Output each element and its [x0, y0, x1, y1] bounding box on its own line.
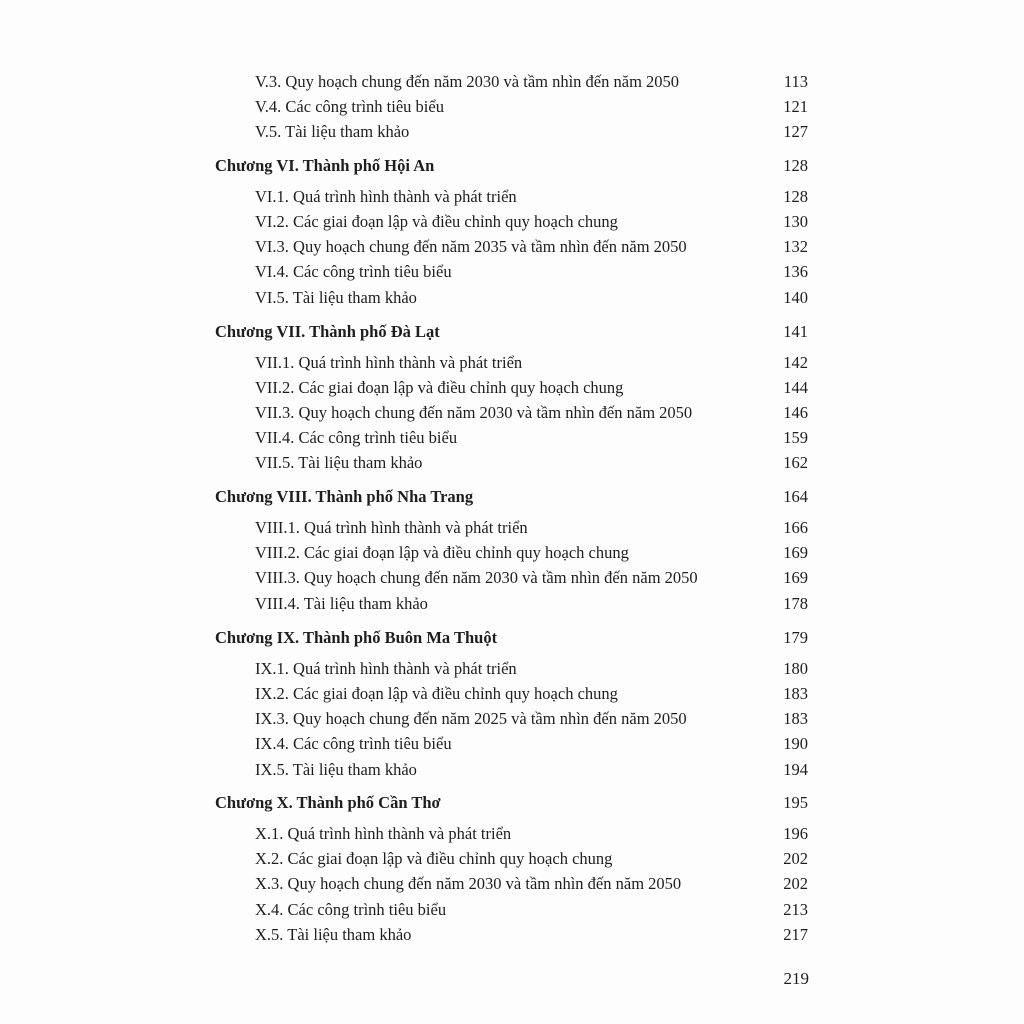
section-title: VIII.3. Quy hoạch chung đến năm 2030 và tầm nhìn đến năm 2050 [255, 568, 698, 587]
toc-page-number: 183 [783, 684, 808, 703]
section-title: V.4. Các công trình tiêu biểu [255, 97, 444, 116]
toc-page-number: 141 [783, 322, 808, 341]
toc-page-number: 146 [783, 403, 808, 422]
toc-section-entry [0, 185, 1024, 209]
section-title: VII.4. Các công trình tiêu biểu [255, 428, 458, 447]
toc-page-number: 128 [783, 156, 808, 175]
section-title: VIII.2. Các giai đoạn lập và điều chỉnh quy hoạch chung [255, 543, 629, 562]
toc-section-entry [0, 566, 1024, 590]
chapter-title: Chương VI. Thành phố Hội An [215, 156, 435, 175]
section-title: VI.4. Các công trình tiêu biểu [255, 262, 452, 281]
section-title: VI.3. Quy hoạch chung đến năm 2035 và tầm nhìn đến năm 2050 [255, 237, 687, 256]
toc-page-number: 190 [783, 734, 808, 753]
section-title: VI.5. Tài liệu tham khảo [255, 288, 417, 307]
toc-page-number: 180 [783, 659, 808, 678]
toc-page-number: 132 [783, 237, 808, 256]
toc-section-entry [0, 95, 1024, 119]
toc-page-number: 144 [783, 378, 808, 397]
toc-page-number: 213 [783, 900, 808, 919]
toc-section-entry [0, 426, 1024, 450]
toc-page-number: 179 [783, 628, 808, 647]
toc-section-entry [0, 923, 1024, 947]
toc-section-entry [0, 822, 1024, 846]
section-title: VIII.4. Tài liệu tham khảo [255, 594, 428, 613]
toc-page-number: 162 [783, 453, 808, 472]
toc-page-number: 202 [783, 874, 808, 893]
toc-page-number: 164 [783, 487, 808, 506]
toc-page-number: 169 [783, 568, 808, 587]
section-title: VIII.1. Quá trình hình thành và phát triển [255, 518, 528, 537]
toc-page-number: 166 [783, 518, 808, 537]
section-title: IX.5. Tài liệu tham khảo [255, 760, 417, 779]
section-title: X.3. Quy hoạch chung đến năm 2030 và tầm nhìn đến năm 2050 [255, 874, 682, 893]
toc-page-number: 202 [783, 849, 808, 868]
chapter-title: Chương X. Thành phố Cần Thơ [215, 793, 441, 812]
chapter-title: Chương VII. Thành phố Đà Lạt [215, 322, 440, 341]
toc-chapter-entry [0, 154, 1024, 178]
section-title: IX.2. Các giai đoạn lập và điều chỉnh quy hoạch chung [255, 684, 618, 703]
toc-section-entry [0, 210, 1024, 234]
toc-page-number: 136 [783, 262, 808, 281]
toc-section-entry [0, 657, 1024, 681]
section-title: V.3. Quy hoạch chung đến năm 2030 và tầm nhìn đến năm 2050 [255, 72, 680, 91]
chapter-title: Chương IX. Thành phố Buôn Ma Thuột [215, 628, 498, 647]
toc-page-number: 217 [783, 925, 808, 944]
section-title: VI.2. Các giai đoạn lập và điều chỉnh quy hoạch chung [255, 212, 618, 231]
section-title: VII.3. Quy hoạch chung đến năm 2030 và tầm nhìn đến năm 2050 [255, 403, 693, 422]
toc-section-entry [0, 872, 1024, 896]
toc-page-number: 195 [783, 793, 808, 812]
toc-section-entry [0, 286, 1024, 310]
toc-section-entry [0, 120, 1024, 144]
toc-page-number: 196 [783, 824, 808, 843]
toc-chapter-entry [0, 485, 1024, 509]
section-title: IX.4. Các công trình tiêu biểu [255, 734, 452, 753]
section-title: VII.1. Quá trình hình thành và phát triển [255, 353, 523, 372]
toc-section-entry [0, 70, 1024, 94]
section-title: X.5. Tài liệu tham khảo [255, 925, 412, 944]
toc-page-number: 140 [783, 288, 808, 307]
toc-section-entry [0, 592, 1024, 616]
section-title: VII.5. Tài liệu tham khảo [255, 453, 423, 472]
toc-chapter-entry [0, 791, 1024, 815]
toc-page-number: 130 [783, 212, 808, 231]
toc-section-entry [0, 235, 1024, 259]
toc-page-number: 128 [783, 187, 808, 206]
section-title: VII.2. Các giai đoạn lập và điều chỉnh quy hoạch chung [255, 378, 624, 397]
toc-section-entry [0, 351, 1024, 375]
section-title: VI.1. Quá trình hình thành và phát triển [255, 187, 517, 206]
toc-section-entry [0, 260, 1024, 284]
toc-page-number: 121 [783, 97, 808, 116]
toc-section-entry [0, 376, 1024, 400]
section-title: X.4. Các công trình tiêu biểu [255, 900, 447, 919]
toc-page-number: 183 [783, 709, 808, 728]
toc-section-entry [0, 401, 1024, 425]
toc-page-number: 194 [783, 760, 808, 779]
toc-page-number: 142 [783, 353, 808, 372]
toc-page-number: 127 [783, 122, 808, 141]
section-title: IX.3. Quy hoạch chung đến năm 2025 và tầm nhìn đến năm 2050 [255, 709, 687, 728]
toc-chapter-entry [0, 320, 1024, 344]
toc-page-number: 169 [783, 543, 808, 562]
chapter-title: Chương VIII. Thành phố Nha Trang [215, 487, 474, 506]
toc-section-entry [0, 451, 1024, 475]
toc-section-entry [0, 898, 1024, 922]
toc-page-number: 178 [783, 594, 808, 613]
section-title: X.1. Quá trình hình thành và phát triển [255, 824, 512, 843]
section-title: IX.1. Quá trình hình thành và phát triển [255, 659, 517, 678]
toc-section-entry [0, 732, 1024, 756]
toc-section-entry [0, 516, 1024, 540]
toc-page-number: 113 [783, 72, 808, 91]
section-title: X.2. Các giai đoạn lập và điều chỉnh quy hoạch chung [255, 849, 613, 868]
toc-section-entry [0, 682, 1024, 706]
toc-section-entry [0, 758, 1024, 782]
toc-section-entry [0, 541, 1024, 565]
toc-section-entry [0, 707, 1024, 731]
page-number: 219 [783, 969, 809, 988]
toc-page-number: 159 [783, 428, 808, 447]
section-title: V.5. Tài liệu tham khảo [255, 122, 410, 141]
toc-chapter-entry [0, 626, 1024, 650]
toc-section-entry [0, 847, 1024, 871]
